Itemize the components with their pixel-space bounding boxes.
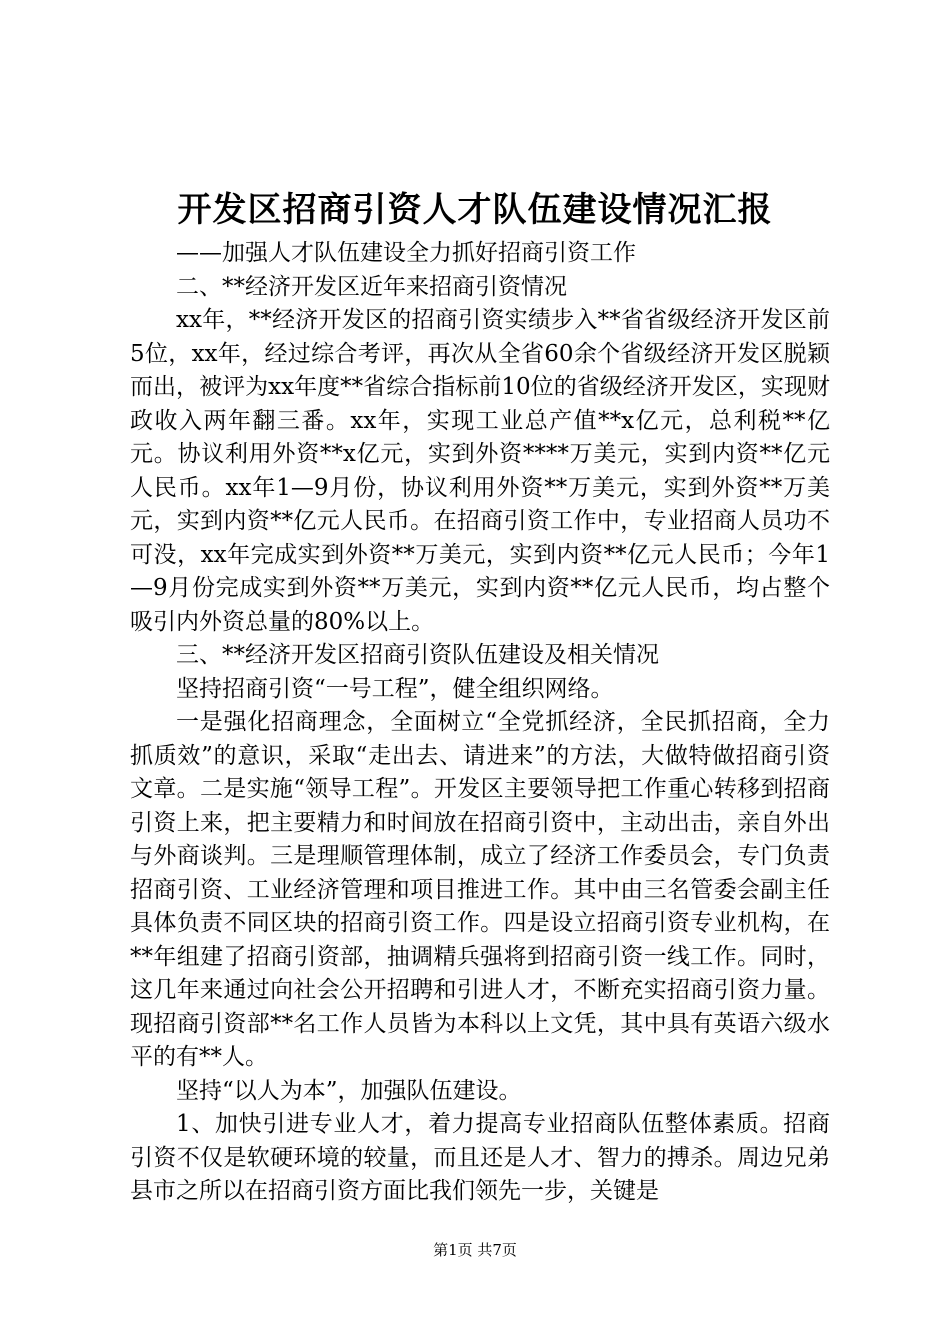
body-paragraph: xx年，**经济开发区的招商引资实绩步入**省省级经济开发区前5位，xx年，经过综合考评，再次从全省60余个省级经济开发区脱颖而出，被评为xx年度**省综合指标前10位的省级经济开发区，实现财政收入两年翻三番。xx年，实现工业总产值**x亿元，总利税**亿元。协议利用外资**x亿元，实到外资****万美元，实到内资**亿元人民币。xx年1—9月份，协议利用外资**万美元，实到外资**万美元，实到内资**亿元人民币。在招商引资工作中，专业招商人员功不可没，xx年完成实到外资**万美元，实到内资**亿元人民币；今年1—9月份完成实到外资**万美元，实到内资**亿元人民币，均占整个吸引内外资总量的80%以上。: [130, 307, 830, 635]
page-number-footer: 第1页 共7页: [433, 1241, 517, 1259]
body-paragraph: 一是强化招商理念，全面树立“全党抓经济，全民抓招商，全力抓质效”的意识，采取“走出去、请进来”的方法，大做特做招商引资文章。二是实施“领导工程”。开发区主要领导把工作重心转移到招商引资上来，把主要精力和时间放在招商引资中，主动出击，亲自外出与外商谈判。三是理顺管理体制，成立了经济工作委员会，专门负责招商引资、工业经济管理和项目推进工作。其中由三名管委会副主任具体负责不同区块的招商引资工作。四是设立招商引资专业机构，在**年组建了招商引资部，抽调精兵强将到招商引资一线工作。同时，这几年来通过向社会公开招聘和引进人才，不断充实招商引资力量。现招商引资部**名工作人员皆为本科以上文凭，其中具有英语六级水平的有**人。: [130, 709, 830, 1070]
subtitle-paragraph: ——加强人才队伍建设全力抓好招商引资工作: [176, 240, 636, 266]
section-heading: 三、**经济开发区招商引资队伍建设及相关情况: [176, 642, 659, 668]
subheading-paragraph: 坚持“以人为本”，加强队伍建设。: [176, 1077, 522, 1104]
section-heading: 二、**经济开发区近年来招商引资情况: [176, 273, 567, 300]
body-paragraph: 1、加快引进专业人才，着力提高专业招商队伍整体素质。招商引资不仅是软硬环境的较量，而且还是人才、智力的搏杀。周边兄弟县市之所以在招商引资方面比我们领先一步，关键是: [130, 1111, 830, 1204]
subheading-paragraph: 坚持招商引资“一号工程”，健全组织网络。: [176, 675, 614, 702]
document-body: [130, 237, 830, 1209]
document-title: 开发区招商引资人才队伍建设情况汇报: [177, 190, 773, 230]
